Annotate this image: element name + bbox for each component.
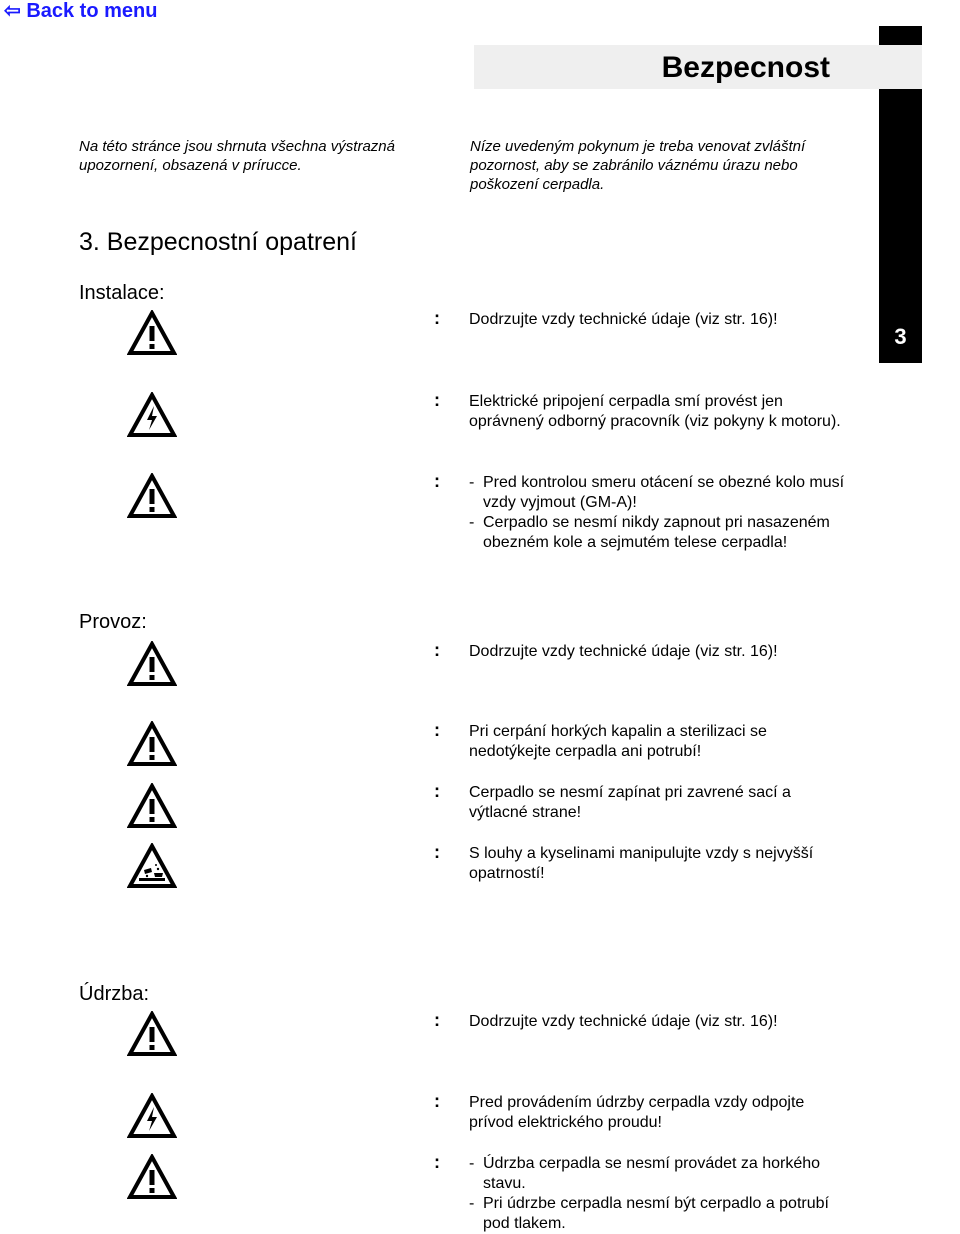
item-colon: :: [434, 720, 440, 740]
instalace-item-2: Elektrické pripojení cerpadla smí provést jen oprávnený odborný pracovník (viz pokyny k motoru).: [469, 393, 841, 430]
provoz-item-3: Cerpadlo se nesmí zapínat pri zavrené sací a výtlacné strane!: [469, 784, 791, 821]
intro-left: Na této stránce jsou shrnuta všechna výstrazná upozornení, obsazená v prírucce.: [79, 138, 395, 174]
item-colon: :: [434, 842, 440, 862]
electric-hazard-icon: [127, 1093, 177, 1139]
bullet-item: - Pred kontrolou smeru otácení se obezné kolo musí vzdy vyjmout (GM-A)!: [469, 473, 849, 513]
chapter-tab-gap: [879, 45, 922, 89]
bullet-item: - Cerpadlo se nesmí nikdy zapnout pri nasazeném obezném kole a sejmutém telese cerpadla!: [469, 513, 849, 553]
section-heading: 3. Bezpecnostní opatrení: [79, 228, 357, 256]
warning-exclamation-icon: [127, 473, 177, 519]
page-title: Bezpecnost: [661, 51, 830, 84]
intro-right: Níze uvedeným pokynum je treba venovat zvláštní pozornost, aby se zabránilo váznému úrazu nebo poškození cerpadla.: [470, 138, 806, 193]
instalace-item-1: Dodrzujte vzdy technické údaje (viz str. 16)!: [469, 311, 778, 328]
udrzba-item-2: Pred provádením údrzby cerpadla vzdy odpojte prívod elektrického proudu!: [469, 1094, 805, 1131]
subheading-udrzba: Údrzba:: [79, 983, 150, 1005]
item-colon: :: [434, 1152, 440, 1172]
provoz-item-2: Pri cerpání horkých kapalin a sterilizaci se nedotýkejte cerpadla ani potrubí!: [469, 723, 767, 760]
item-colon: :: [434, 390, 440, 410]
warning-exclamation-icon: [127, 1154, 177, 1200]
item-colon: :: [434, 471, 440, 491]
warning-exclamation-icon: [127, 721, 177, 767]
warning-exclamation-icon: [127, 783, 177, 829]
warning-exclamation-icon: [127, 641, 177, 687]
provoz-item-1: Dodrzujte vzdy technické údaje (viz str. 16)!: [469, 643, 778, 660]
subheading-provoz: Provoz:: [79, 611, 147, 633]
corrosive-hazard-icon: [127, 843, 177, 889]
subheading-instalace: Instalace:: [79, 282, 165, 304]
bullet-item: - Údrzba cerpadla se nesmí provádet za horkého stavu.: [469, 1154, 849, 1194]
provoz-item-4: S louhy a kyselinami manipulujte vzdy s nejvyšší opatrností!: [469, 845, 814, 882]
electric-hazard-icon: [127, 392, 177, 438]
chapter-tab-number: 3: [894, 324, 907, 349]
item-colon: :: [434, 1091, 440, 1111]
udrzba-item-3: [469, 1154, 849, 1234]
item-colon: :: [434, 640, 440, 660]
item-colon: :: [434, 308, 440, 328]
back-to-menu-link[interactable]: ⇦ Back to menu: [4, 0, 158, 22]
bullet-item: - Pri údrzbe cerpadla nesmí být cerpadlo a potrubí pod tlakem.: [469, 1194, 849, 1234]
udrzba-item-1: Dodrzujte vzdy technické údaje (viz str. 16)!: [469, 1013, 778, 1030]
item-colon: :: [434, 781, 440, 801]
item-colon: :: [434, 1010, 440, 1030]
instalace-item-3: [469, 473, 849, 553]
warning-exclamation-icon: [127, 1011, 177, 1057]
warning-exclamation-icon: [127, 310, 177, 356]
